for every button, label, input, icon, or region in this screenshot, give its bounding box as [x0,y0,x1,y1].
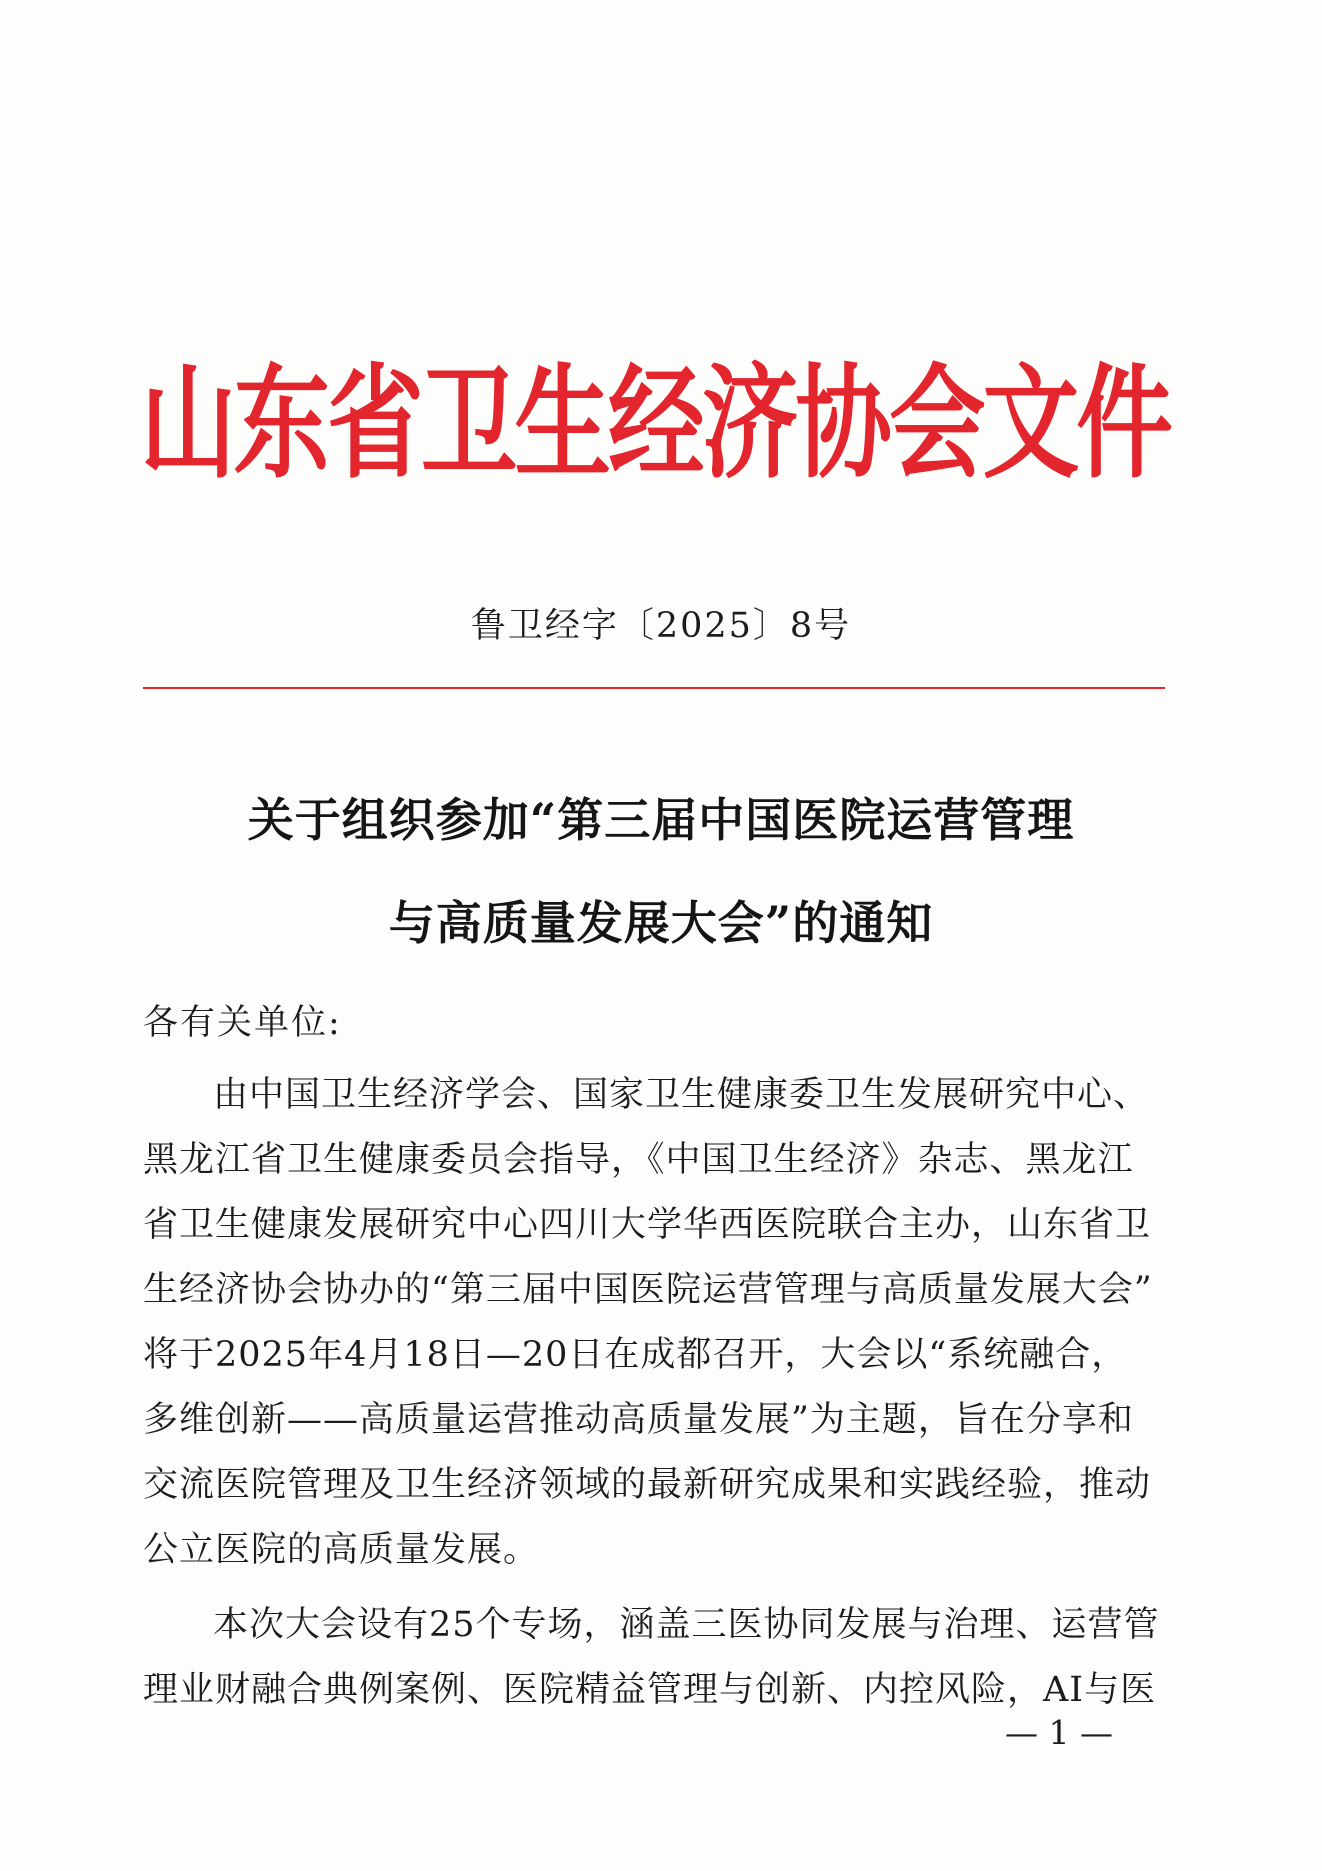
page-number: — 1 — [1005,1713,1113,1752]
body-line-3: 省卫生健康发展研究中心四川大学华西医院联合主办，山东省卫 [143,1205,1152,1245]
notice-title-line-1: 关于组织参加“第三届中国医院运营管理 [247,793,1075,847]
salutation: 各有关单位: [143,1003,342,1043]
body-line-2: 黑龙江省卫生健康委员会指导，《中国卫生经济》杂志、黑龙江 [143,1140,1134,1180]
document-number: 鲁卫经字〔2025〕8号 [470,606,852,646]
body-line-6: 多维创新——高质量运营推动高质量发展”为主题，旨在分享和 [143,1400,1134,1440]
body-line-9: 本次大会设有25个专场，涵盖三医协同发展与治理、运营管 [213,1605,1160,1645]
body-line-8: 公立医院的高质量发展。 [143,1530,540,1570]
body-line-5: 将于2025年4月18日—20日在成都召开，大会以“系统融合， [143,1335,1128,1375]
red-divider-line [143,687,1165,689]
body-line-1: 由中国卫生经济学会、国家卫生健康委卫生发展研究中心、 [213,1075,1150,1115]
body-line-7: 交流医院管理及卫生经济领域的最新研究成果和实践经验，推动 [143,1465,1152,1505]
masthead-title: 山东省卫生经济协会文件 [140,350,1171,496]
body-line-4: 生经济协会协办的“第三届中国医院运营管理与高质量发展大会” [143,1270,1153,1310]
body-line-10: 理业财融合典例案例、医院精益管理与创新、内控风险，AI与医 [143,1670,1157,1710]
notice-title-line-2: 与高质量发展大会”的通知 [388,896,934,950]
